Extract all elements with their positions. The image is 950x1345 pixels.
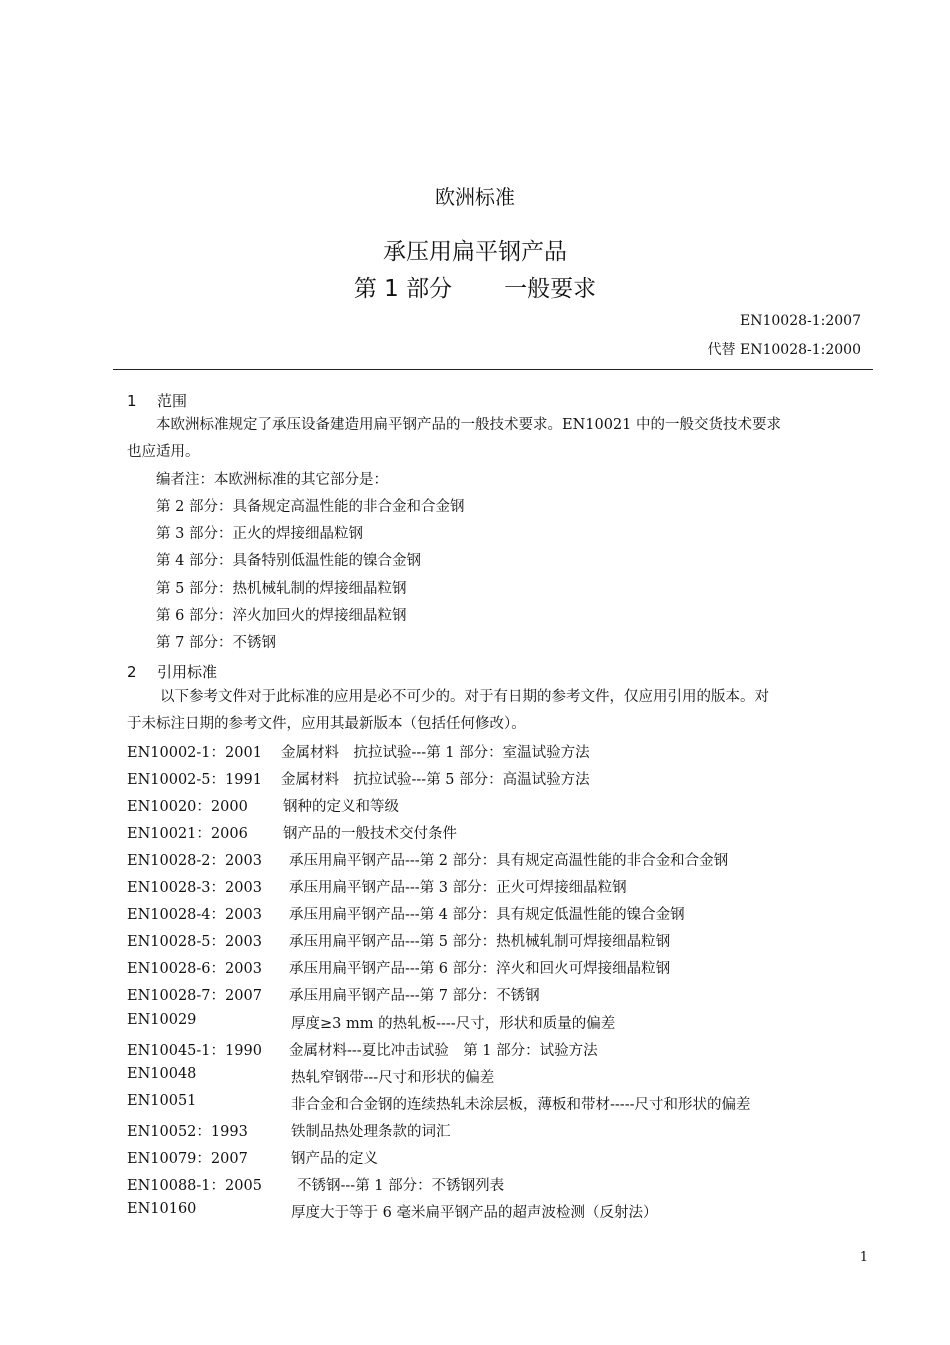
reference-title: 厚度大于等于 6 毫米扁平钢产品的超声波检测（反射法） — [291, 1205, 658, 1221]
reference-row — [127, 768, 590, 789]
reference-row — [127, 930, 671, 951]
reference-code: EN10020：2000 — [127, 799, 248, 815]
header-divider — [113, 369, 873, 370]
section-2-heading: 2 引用标准 — [127, 663, 218, 681]
reference-title: 钢种的定义和等级 — [283, 799, 399, 815]
reference-code: EN10052：1993 — [127, 1124, 248, 1140]
reference-code: EN10028-4：2003 — [127, 907, 262, 923]
section-2-paragraph-line1: 以下参考文件对于此标准的应用是必不可少的。对于有日期的参考文件，仅应用引用的版本。对 — [160, 689, 769, 705]
list-item: 第 6 部分：淬火加回火的焊接细晶粒钢 — [156, 608, 407, 624]
reference-title: 金属材料---夏比冲击试验 第 1 部分：试验方法 — [289, 1043, 598, 1059]
reference-code: EN10028-5：2003 — [127, 934, 262, 950]
reference-row — [127, 903, 685, 924]
editor-note: 编者注：本欧洲标准的其它部分是： — [156, 472, 388, 488]
reference-code: EN10088-1：2005 — [127, 1178, 262, 1194]
reference-row — [127, 1174, 505, 1195]
reference-title: 钢产品的一般技术交付条件 — [283, 826, 457, 842]
reference-row — [127, 1201, 658, 1221]
reference-code: EN10160 — [127, 1201, 197, 1217]
reference-row — [127, 876, 627, 897]
reference-code: EN10002-1：2001 — [127, 745, 262, 761]
reference-row — [127, 849, 729, 870]
reference-code: EN10028-7：2007 — [127, 988, 262, 1004]
reference-row — [127, 984, 540, 1005]
reference-title: 承压用扁平钢产品---第 5 部分：热机械轧制可焊接细晶粒钢 — [289, 934, 671, 950]
reference-title: 承压用扁平钢产品---第 3 部分：正火可焊接细晶粒钢 — [289, 880, 627, 896]
reference-row — [127, 957, 671, 978]
section-2-paragraph-line2: 于未标注日期的参考文件，应用其最新版本（包括任何修改）。 — [127, 716, 526, 732]
reference-row — [127, 795, 399, 816]
reference-title: 金属材料 抗拉试验---第 5 部分：高温试验方法 — [281, 772, 590, 788]
reference-row — [127, 1120, 451, 1141]
reference-title: 热轧窄钢带---尺寸和形状的偏差 — [291, 1070, 495, 1086]
reference-code: EN10028-6：2003 — [127, 961, 262, 977]
reference-title: 非合金和合金钢的连续热轧未涂层板，薄板和带材-----尺寸和形状的偏差 — [291, 1097, 751, 1113]
standard-org-title: 欧洲标准 — [435, 185, 515, 209]
document-title: 承压用扁平钢产品 — [383, 239, 567, 265]
list-item: 第 2 部分：具备规定高温性能的非合金和合金钢 — [156, 499, 465, 515]
reference-code: EN10045-1：1990 — [127, 1043, 262, 1059]
reference-code: EN10021：2006 — [127, 826, 248, 842]
reference-row — [127, 1012, 616, 1032]
list-item: 第 4 部分：具备特别低温性能的镍合金钢 — [156, 553, 421, 569]
reference-row — [127, 1147, 378, 1168]
reference-code: EN10028-3：2003 — [127, 880, 262, 896]
list-item: 第 3 部分：正火的焊接细晶粒钢 — [156, 526, 363, 542]
page-number: 1 — [859, 1250, 868, 1265]
reference-code: EN10048 — [127, 1066, 197, 1082]
reference-row — [127, 1066, 495, 1086]
reference-code: EN10051 — [127, 1093, 197, 1109]
reference-title: 承压用扁平钢产品---第 6 部分：淬火和回火可焊接细晶粒钢 — [289, 961, 671, 977]
reference-code: EN10002-5：1991 — [127, 772, 262, 788]
replaces-code: 代替 EN10028-1:2000 — [707, 342, 861, 358]
reference-title: 铁制品热处理条款的词汇 — [291, 1124, 451, 1140]
reference-row — [127, 822, 457, 843]
document-subtitle — [0, 270, 950, 303]
section-1-paragraph-line1: 本欧洲标准规定了承压设备建造用扁平钢产品的一般技术要求。EN10021 中的一般交货技术要求 — [156, 417, 782, 433]
reference-row — [127, 1093, 751, 1113]
reference-title: 金属材料 抗拉试验---第 1 部分：室温试验方法 — [281, 745, 590, 761]
list-item: 第 7 部分：不锈钢 — [156, 635, 276, 651]
subtitle-label: 一般要求 — [504, 276, 597, 302]
reference-title: 承压用扁平钢产品---第 2 部分：具有规定高温性能的非合金和合金钢 — [289, 853, 729, 869]
reference-title: 承压用扁平钢产品---第 4 部分：具有规定低温性能的镍合金钢 — [289, 907, 685, 923]
part-label: 第 1 部分 — [353, 276, 453, 302]
list-item: 第 5 部分：热机械轧制的焊接细晶粒钢 — [156, 581, 407, 597]
reference-code: EN10028-2：2003 — [127, 853, 262, 869]
section-1-heading: 1 范围 — [127, 392, 188, 410]
reference-title: 不锈钢---第 1 部分：不锈钢列表 — [297, 1178, 505, 1194]
reference-row — [127, 1039, 598, 1060]
reference-code: EN10029 — [127, 1012, 197, 1028]
reference-row — [127, 741, 590, 762]
section-1-paragraph-line2: 也应适用。 — [127, 444, 200, 460]
reference-title: 承压用扁平钢产品---第 7 部分：不锈钢 — [289, 988, 540, 1004]
reference-code: EN10079：2007 — [127, 1151, 248, 1167]
reference-title: 厚度≥3 mm 的热轧板----尺寸，形状和质量的偏差 — [291, 1016, 616, 1032]
standard-code: EN10028-1:2007 — [740, 313, 861, 329]
reference-title: 钢产品的定义 — [291, 1151, 378, 1167]
